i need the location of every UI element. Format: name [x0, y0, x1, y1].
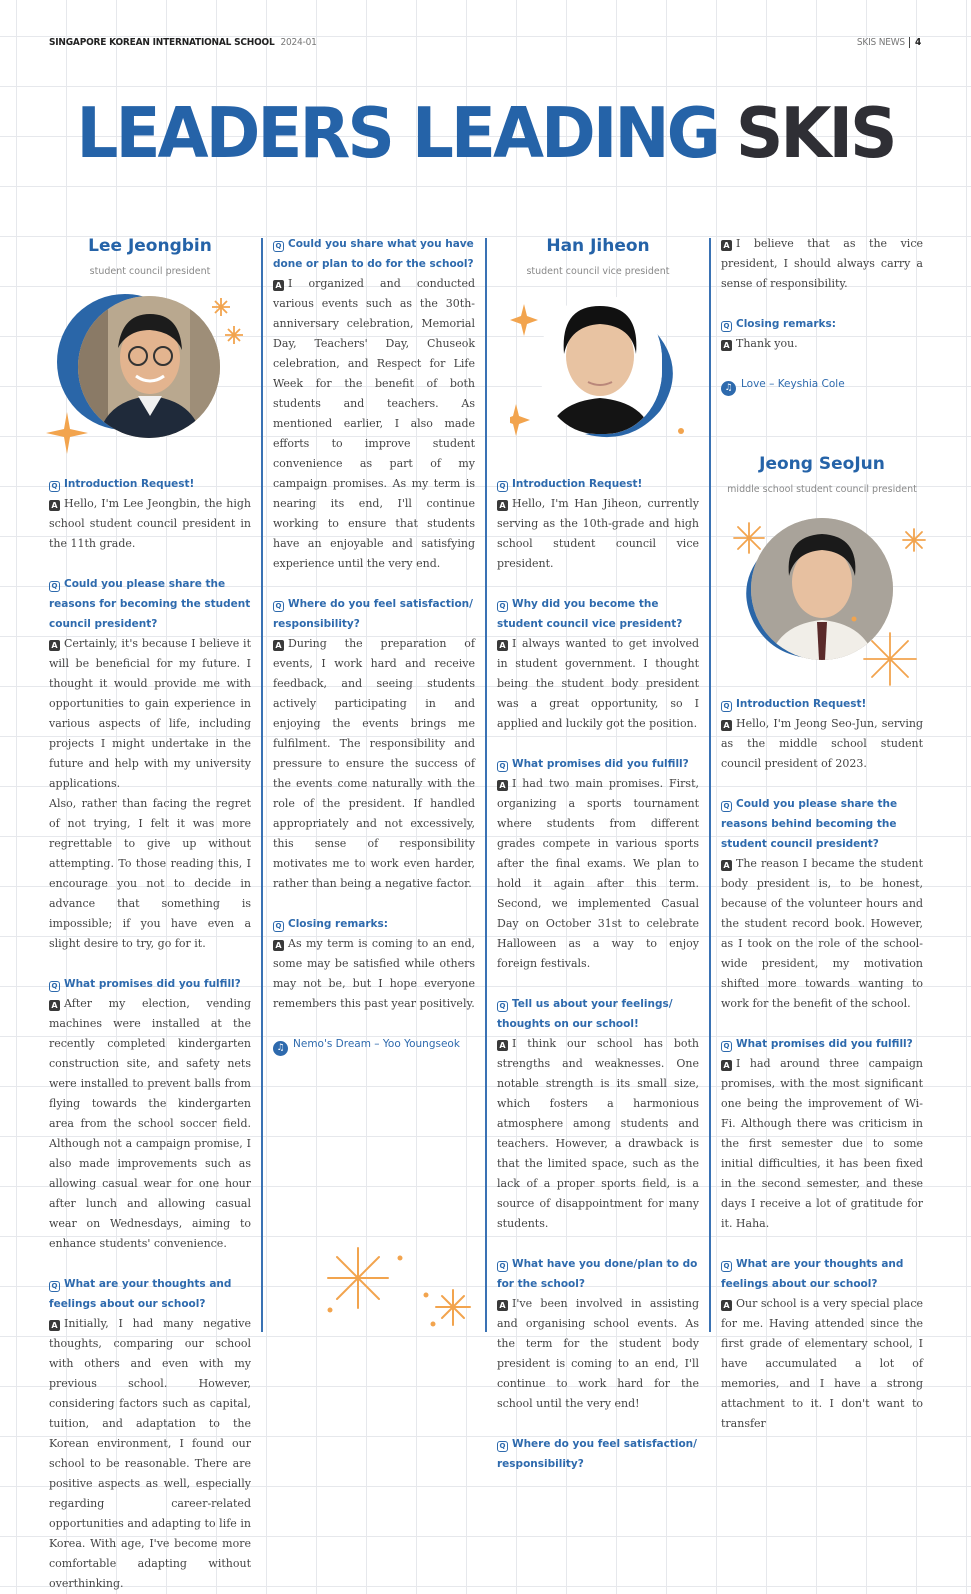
leader1-role: student council president [89, 266, 211, 277]
a-icon: A [497, 780, 508, 791]
q-icon: Q [721, 801, 732, 812]
answer-text: Also, rather than facing the regret of not trying, I felt it was more regrettable to give up without attempting. To those reading this, I encourage you not to decide in advance that something is impossible; if you have even a slight desire to try, go for it. [49, 797, 251, 950]
a-icon: A [721, 240, 732, 251]
music-note-icon: ♫ [721, 381, 736, 396]
q-icon: Q [49, 1281, 60, 1292]
q-icon: Q [273, 921, 284, 932]
a-icon: A [497, 1040, 508, 1051]
question-heading: Q Introduction Request! [497, 474, 699, 494]
answer-text: A I've been involved in assisting and organising school events. As the term for the student body president is coming to an end, I'll continue to work hard for the school until the very end! [497, 1297, 699, 1410]
answer-text: A I organized and conducted various events such as the 30th-anniversary celebration, Memorial Day, Teachers' Day, Chuseok celebration, and Respect for Life Week for the benefit of both students and teachers. As mentioned earlier, I also made efforts to improve student convenience as part of my campaign promises. As my term is nearing its end, I'll continue working to ensure that students have an enjoyable and satisfying experience until the very end. [273, 277, 475, 570]
q-icon: Q [721, 701, 732, 712]
a-icon: A [721, 1300, 732, 1311]
a-icon: A [721, 860, 732, 871]
column-divider [261, 238, 263, 1332]
answer-text: A I had two main promises. First, organizing a sports tournament where students from different grades compete in various sports after the final exams. We plan to hold it again after this term. Second, we implemented Casual Day on October 31st to celebrate Halloween as a way to enjoy foreign festivals. [497, 777, 699, 970]
leader2-role: student council vice president [526, 266, 670, 277]
q-icon: Q [497, 1001, 508, 1012]
question-heading: Q Where do you feel satisfaction/ responsibility? [497, 1438, 697, 1470]
question-heading: Q Closing remarks: [273, 914, 475, 934]
q-icon: Q [49, 581, 60, 592]
answer-text: A I believe that as the vice president, I should always carry a sense of responsibility. [721, 237, 923, 290]
answer-text: A Thank you. [721, 334, 923, 354]
a-icon: A [497, 500, 508, 511]
title-part1: LEADERS LEADING [76, 93, 718, 174]
leader1-photo [78, 296, 220, 438]
answer-text: A I had around three campaign promises, with the most significant one being the improvement of Wi-Fi. Although there was criticism in the first semester due to some initial difficulties, it has been fixed in the second semester, and these days I receive a lot of gratitude for it. Haha. [721, 1057, 923, 1230]
header-right [857, 37, 921, 48]
q-icon: Q [497, 761, 508, 772]
answer-text: A Hello, I'm Lee Jeongbin, the high school student council president in the 11th grade. [49, 497, 251, 550]
a-icon: A [273, 280, 284, 291]
column-4-lower-text [721, 694, 923, 1434]
a-icon: A [49, 1000, 60, 1011]
leader1-name: Lee Jeongbin [88, 236, 212, 256]
column-divider [709, 238, 711, 1332]
sparkle-icon [318, 1240, 478, 1335]
question-heading: Q What promises did you fulfill? [49, 974, 251, 994]
dot-decoration [676, 426, 686, 436]
question-heading: Q What have you done/plan to do for the school? [497, 1258, 698, 1290]
q-icon: Q [273, 601, 284, 612]
question-heading: Q What promises did you fulfill? [497, 754, 699, 774]
question-heading: Q Could you please share the reasons behind becoming the student council president? [721, 798, 898, 850]
q-icon: Q [721, 321, 732, 332]
question-heading: Q What are your thoughts and feelings about our school? [49, 1278, 232, 1310]
title-part2: SKIS [735, 93, 895, 174]
a-icon: A [273, 640, 284, 651]
sparkle-icon [210, 296, 244, 346]
question-heading: Q Introduction Request! [49, 474, 251, 494]
column-1 [49, 236, 251, 282]
leader3-role: middle school student council president [727, 484, 917, 495]
a-icon: A [49, 1320, 60, 1331]
question-heading: Q Could you please share the reasons for becoming the student council president? [49, 578, 251, 630]
answer-text: A Our school is a very special place for me. Having attended since the first grade of elementary school, I have accumulated a lot of memories, and I have a strong attachment to it. I don't want to transfer [721, 1297, 923, 1430]
header-left [49, 37, 317, 48]
page-number: 4 [909, 37, 921, 48]
star-icon [510, 302, 540, 442]
a-icon: A [497, 1300, 508, 1311]
leader3-name: Jeong SeoJun [759, 454, 885, 474]
question-heading: Q Where do you feel satisfaction/ responsibility? [273, 598, 473, 630]
answer-text: A Hello, I'm Han Jiheon, currently serving as the 10th-grade and high school student council vice president. [497, 497, 699, 570]
a-icon: A [273, 940, 284, 951]
q-icon: Q [497, 1261, 508, 1272]
column-3-text [497, 474, 699, 1474]
column-2-text [273, 234, 475, 1056]
a-icon: A [49, 500, 60, 511]
answer-text: A Hello, I'm Jeong Seo-Jun, serving as the middle school student council president of 2023. [721, 717, 923, 770]
page-title [0, 92, 971, 176]
a-icon: A [49, 640, 60, 651]
a-icon: A [721, 1060, 732, 1071]
column-divider [485, 238, 487, 1332]
answer-text: A Certainly, it's because I believe it will be beneficial for my future. I thought it would provide me with opportunities to gain experience in various aspects of life, including projects I might undertake in the future and help with my university applications. [49, 637, 251, 790]
issue-number: 2024-01 [280, 37, 317, 48]
answer-text: A I always wanted to get involved in student government. I thought being the student body president was a great opportunity, so I applied and luckily got the position. [497, 637, 699, 730]
q-icon: Q [497, 601, 508, 612]
a-icon: A [721, 340, 732, 351]
question-heading: Q Could you share what you have done or plan to do for the school? [273, 238, 474, 270]
a-icon: A [497, 640, 508, 651]
q-icon: Q [49, 481, 60, 492]
q-icon: Q [273, 241, 284, 252]
answer-text: A Initially, I had many negative thoughts, comparing our school with others and even with my previous school. However, considering factors such as capital, tuition, and adaptation to the Korean environment, I found our school to be reasonable. There are positive aspects as well, especially regarding career-related opportunities and adapting to life in Korea. With age, I've become more comfortable adapting without overthinking. [49, 1317, 251, 1590]
school-name: SINGAPORE KOREAN INTERNATIONAL SCHOOL [49, 37, 275, 48]
column-1-text [49, 474, 251, 1594]
q-icon: Q [497, 1441, 508, 1452]
a-icon: A [721, 720, 732, 731]
question-heading: Q Why did you become the student council vice president? [497, 598, 683, 630]
answer-text: A After my election, vending machines were installed at the recently completed kindergarten construction site, and safety nets were installed to prevent balls from flying towards the kindergarten area from the school soccer field. Although not a campaign promise, I also made improvements such as allowing casual wear for one hour after lunch and allowing casual wear on Wednesdays, aiming to enhance students' convenience. [49, 997, 251, 1250]
question-heading: Q What are your thoughts and feelings about our school? [721, 1258, 904, 1290]
q-icon: Q [49, 981, 60, 992]
question-heading: Q Closing remarks: [721, 314, 923, 334]
leader2-photo [540, 296, 662, 434]
q-icon: Q [497, 481, 508, 492]
section-name: SKIS NEWS [856, 37, 905, 48]
star-icon [44, 410, 90, 456]
leader2-name: Han Jiheon [546, 236, 650, 256]
answer-text: A The reason I became the student body president is, to be honest, because of the volunteer hours and the student record book. However, as I took on the role of the school-wide president, my motivation shifted more towards wanting to work for the benefit of the school. [721, 857, 923, 1010]
music-note-icon: ♫ [273, 1041, 288, 1056]
question-heading: Q Tell us about your feelings/ thoughts on our school! [497, 998, 673, 1030]
q-icon: Q [721, 1261, 732, 1272]
column-3 [497, 236, 699, 282]
song-recommendation: ♫ Nemo's Dream – Yoo Youngseok [273, 1034, 475, 1056]
song-recommendation: ♫ Love – Keyshia Cole [721, 374, 923, 396]
q-icon: Q [721, 1041, 732, 1052]
column-4-text [721, 234, 923, 500]
question-heading: Q What promises did you fulfill? [721, 1034, 923, 1054]
question-heading: Q Introduction Request! [721, 694, 923, 714]
answer-text: A As my term is coming to an end, some may be satisfied while others may not be, but I hope everyone remembers this past year positively. [273, 937, 475, 1010]
sparkle-icon [732, 515, 928, 690]
answer-text: A I think our school has both strengths and weaknesses. One notable strength is its small size, which fosters a harmonious atmosphere among students and teachers. However, a drawback is that the limited space, such as the lack of a proper sports field, is a source of disappointment for many students. [497, 1037, 699, 1230]
answer-text: A During the preparation of events, I work hard and receive feedback, and seeing students actively participating in and enjoying the events brings me fulfilment. The responsibility and pressure to ensure the success of the events come naturally with the role of the president. If handled appropriately and not excessively, this sense of responsibility motivates me to work even harder, rather than being a negative factor. [273, 637, 475, 890]
